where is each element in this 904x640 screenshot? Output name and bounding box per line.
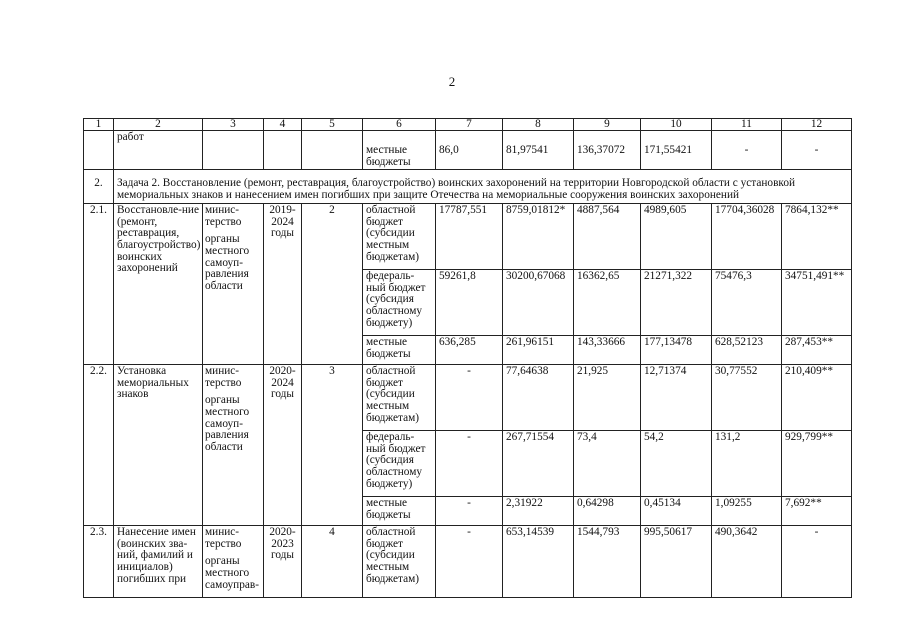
value-cell: 177,13478 [641,336,712,365]
column-number: 3 [203,119,264,131]
funding-source: местные бюджеты [363,131,436,170]
column-number: 5 [302,119,363,131]
executor [203,526,264,598]
executor-local: органы местного самоуправ- [205,555,259,591]
period: 2020-2023 годы [264,526,302,598]
period: 2019-2024 годы [264,204,302,365]
value-cell: 7,692** [782,497,852,526]
value-cell: - [436,497,503,526]
value-cell: 7864,132** [782,204,852,270]
value-cell: 267,71554 [503,431,574,497]
value-cell: 171,55421 [641,131,712,170]
value-cell: - [436,365,503,431]
activity-name: Нанесение имен (воинских зва-ний, фамилий и инициалов) погибших при [114,526,203,598]
value-cell: 653,14539 [503,526,574,598]
value-cell: 34751,491** [782,270,852,336]
executor-ministry: минис-терство [205,526,242,550]
column-number: 6 [363,119,436,131]
value-cell: - [782,526,852,598]
column-number: 4 [264,119,302,131]
funding-source: федераль-ный бюджет (субсидия областному бюджету) [363,270,436,336]
value-cell: 17704,36028 [712,204,782,270]
executor [203,204,264,365]
funding-source: федераль-ный бюджет (субсидия областному бюджету) [363,431,436,497]
value-cell: 1,09255 [712,497,782,526]
value-cell: 21,925 [574,365,641,431]
funding-source: областной бюджет (субсидии местным бюджетам) [363,365,436,431]
column-number: 7 [436,119,503,131]
value-cell: 4887,564 [574,204,641,270]
value-cell: 287,453** [782,336,852,365]
column-number: 12 [782,119,852,131]
value-cell: 131,2 [712,431,782,497]
value-cell: 0,64298 [574,497,641,526]
value-cell: 21271,322 [641,270,712,336]
column-number: 2 [114,119,203,131]
task-row [84,170,852,204]
funding-source: местные бюджеты [363,336,436,365]
column-number: 8 [503,119,574,131]
value-cell: 2,31922 [503,497,574,526]
executor-ministry: минис-терство [205,204,242,228]
value-cell: 75476,3 [712,270,782,336]
value-cell: 490,3642 [712,526,782,598]
funding-source: областной бюджет (субсидии местным бюджетам) [363,526,436,598]
value-cell: 59261,8 [436,270,503,336]
value-cell: 12,71374 [641,365,712,431]
column-number: 10 [641,119,712,131]
column-number: 1 [84,119,114,131]
value-cell: 0,45134 [641,497,712,526]
task-number: 2. [84,170,114,204]
item-number: 2.2. [84,365,114,526]
executor-ministry: минис-терство [205,365,242,389]
column-number: 9 [574,119,641,131]
value-cell: - [782,131,852,170]
value-cell: 210,409** [782,365,852,431]
value-cell: 1544,793 [574,526,641,598]
value-cell: - [436,526,503,598]
executor-local: органы местного самоуп-равления области [205,233,250,292]
table-row [84,131,852,170]
executor [203,365,264,526]
activity-name: Восстановле-ние (ремонт, реставрация, благоустройство) воинских захоронений [114,204,203,365]
value-cell: 8759,01812* [503,204,574,270]
table-row [84,365,852,431]
value-cell: 636,285 [436,336,503,365]
table-row [84,526,852,598]
table-row [84,204,852,270]
page-number: 2 [448,74,456,89]
activity-name: Установка мемориальных знаков [114,365,203,526]
item-number: 2.1. [84,204,114,365]
value-cell: 143,33666 [574,336,641,365]
value-cell: 261,96151 [503,336,574,365]
activity-name: работ [114,131,203,170]
value-cell: 16362,65 [574,270,641,336]
target-number: 3 [302,365,363,526]
funding-source: местные бюджеты [363,497,436,526]
period: 2020-2024 годы [264,365,302,526]
value-cell: - [436,431,503,497]
value-cell: 995,50617 [641,526,712,598]
value-cell: 86,0 [436,131,503,170]
item-number: 2.3. [84,526,114,598]
value-cell: 77,64638 [503,365,574,431]
value-cell: 30,77552 [712,365,782,431]
program-table [83,118,852,598]
value-cell: 929,799** [782,431,852,497]
column-number-row [84,119,852,131]
value-cell: 30200,67068 [503,270,574,336]
executor-local: органы местного самоуп-равления области [205,394,250,453]
value-cell: 17787,551 [436,204,503,270]
value-cell: - [712,131,782,170]
target-number: 2 [302,204,363,365]
value-cell: 4989,605 [641,204,712,270]
column-number: 11 [712,119,782,131]
value-cell: 628,52123 [712,336,782,365]
funding-source: областной бюджет (субсидии местным бюджетам) [363,204,436,270]
task-description: Задача 2. Восстановление (ремонт, реставрация, благоустройство) воинских захоронений на территории Новгородской области с установкой мемориальных знаков и нанесением имен погибших при защите Отечества на мемориальные сооружения воинских захоронений [114,170,852,204]
value-cell: 73,4 [574,431,641,497]
target-number: 4 [302,526,363,598]
value-cell: 81,97541 [503,131,574,170]
value-cell: 136,37072 [574,131,641,170]
value-cell: 54,2 [641,431,712,497]
